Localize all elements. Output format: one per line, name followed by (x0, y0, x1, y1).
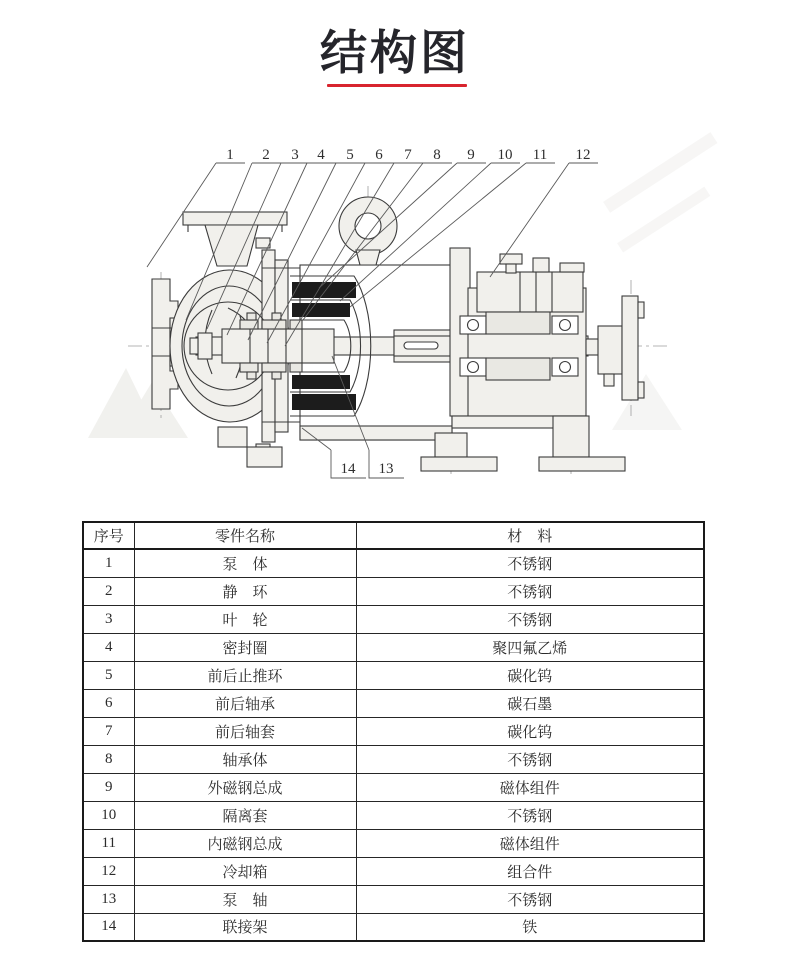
cell-no: 4 (83, 633, 134, 661)
cell-material: 不锈钢 (356, 577, 704, 605)
title-underline (327, 84, 467, 87)
part-label-1: 1 (226, 147, 234, 163)
cell-name: 联接架 (134, 913, 356, 941)
cell-material: 不锈钢 (356, 801, 704, 829)
part-label-13: 13 (378, 461, 394, 477)
part-label-3: 3 (291, 147, 299, 163)
part-label-9: 9 (467, 147, 475, 163)
parts-table (82, 521, 705, 942)
cell-name: 隔离套 (134, 801, 356, 829)
cell-no: 3 (83, 605, 134, 633)
cell-no: 8 (83, 745, 134, 773)
cell-material: 聚四氟乙烯 (356, 633, 704, 661)
cell-name: 前后止推环 (134, 661, 356, 689)
table-row (83, 857, 704, 885)
cell-name: 密封圈 (134, 633, 356, 661)
header-no: 序号 (83, 522, 134, 549)
table-row (83, 577, 704, 605)
cell-name: 外磁钢总成 (134, 773, 356, 801)
cell-no: 7 (83, 717, 134, 745)
table-row (83, 689, 704, 717)
cell-name: 轴承体 (134, 745, 356, 773)
header-name: 零件名称 (134, 522, 356, 549)
table-row (83, 549, 704, 577)
cell-material: 铁 (356, 913, 704, 941)
part-label-2: 2 (262, 147, 270, 163)
cell-material: 碳石墨 (356, 689, 704, 717)
cell-name: 前后轴承 (134, 689, 356, 717)
cell-material: 不锈钢 (356, 745, 704, 773)
coupling-flange (598, 296, 644, 400)
cell-material: 碳化钨 (356, 661, 704, 689)
part-label-12: 12 (575, 147, 591, 163)
cell-no: 5 (83, 661, 134, 689)
table-row (83, 661, 704, 689)
pump-structure-diagram (0, 130, 790, 520)
cell-material: 不锈钢 (356, 549, 704, 577)
cell-no: 6 (83, 689, 134, 717)
cell-no: 10 (83, 801, 134, 829)
cell-no: 1 (83, 549, 134, 577)
cell-no: 11 (83, 829, 134, 857)
cell-material: 碳化钨 (356, 717, 704, 745)
part-label-7: 7 (404, 147, 412, 163)
cell-name: 冷却箱 (134, 857, 356, 885)
cell-name: 泵 体 (134, 549, 356, 577)
page-title: 结构图 (320, 26, 470, 79)
table-header-row (83, 522, 704, 549)
cell-name: 前后轴套 (134, 717, 356, 745)
cell-no: 2 (83, 577, 134, 605)
table-row (83, 773, 704, 801)
cell-material: 组合件 (356, 857, 704, 885)
table-row (83, 801, 704, 829)
cell-name: 泵 轴 (134, 885, 356, 913)
table-row (83, 913, 704, 941)
cell-no: 9 (83, 773, 134, 801)
cell-material: 不锈钢 (356, 885, 704, 913)
part-label-10: 10 (497, 147, 513, 163)
table-row (83, 605, 704, 633)
header-material: 材 料 (356, 522, 704, 549)
part-label-4: 4 (317, 147, 325, 163)
table-row (83, 829, 704, 857)
cell-name: 叶 轮 (134, 605, 356, 633)
table-row (83, 885, 704, 913)
cell-name: 内磁钢总成 (134, 829, 356, 857)
part-label-11: 11 (532, 147, 548, 163)
table-row (83, 633, 704, 661)
part-label-6: 6 (375, 147, 383, 163)
part-label-5: 5 (346, 147, 354, 163)
cell-no: 14 (83, 913, 134, 941)
part-label-8: 8 (433, 147, 441, 163)
cell-name: 静 环 (134, 577, 356, 605)
cell-material: 磁体组件 (356, 773, 704, 801)
part-label-14: 14 (340, 461, 356, 477)
cell-material: 不锈钢 (356, 605, 704, 633)
cooling-box (477, 258, 584, 312)
cell-material: 磁体组件 (356, 829, 704, 857)
table-row (83, 745, 704, 773)
cell-no: 13 (83, 885, 134, 913)
housing-top-bolt (500, 254, 522, 273)
table-row (83, 717, 704, 745)
cell-no: 12 (83, 857, 134, 885)
